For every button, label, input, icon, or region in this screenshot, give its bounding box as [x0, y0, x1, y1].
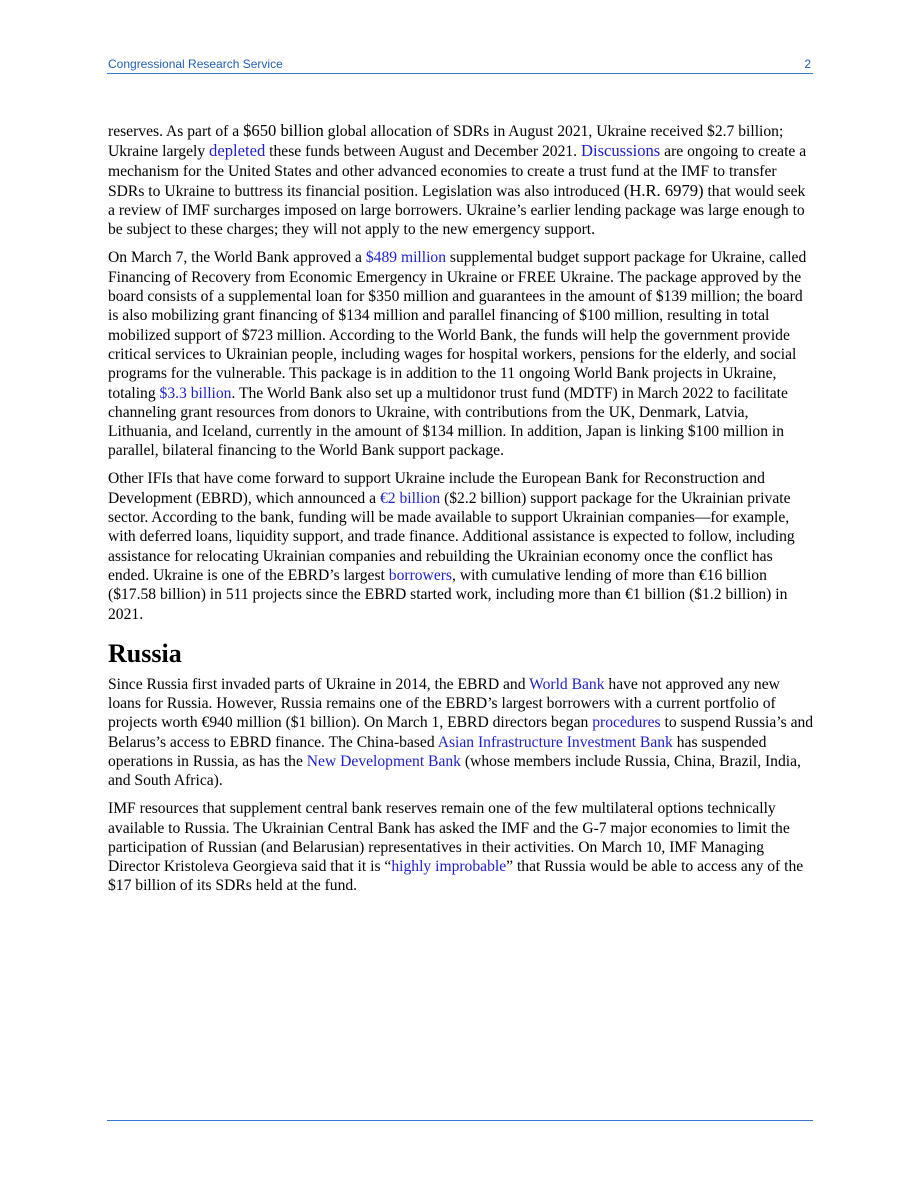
text: On March 7, the World Bank approved a [108, 249, 366, 267]
link-world-bank[interactable]: World Bank [529, 675, 605, 693]
link-2-billion-euro[interactable]: €2 billion [379, 489, 441, 507]
paragraph-imf-resources [108, 799, 814, 895]
text: IMF resources that supplement central bank reserves remain one of the few multilateral options technically available to Russia. The Ukrainian Central Bank has asked the IMF and the G-7 major economies to limit the participation of Russian (and Belarusian) representatives in their activities. On March 10, IMF Managing Director Kristoleva Georgieva said that it is “ [108, 800, 790, 876]
link-discussions[interactable]: Discussions [580, 141, 661, 161]
text: global allocation of SDRs in August 2021, Ukraine received $2.7 billion; Ukraine largely [108, 123, 784, 161]
text: reserves. As part of a [108, 123, 244, 140]
text: supplemental budget support package for Ukraine, called Financing of Recovery from Economic Emergency in Ukraine or FREE Ukraine. The package approved by the board consists of a supplemental loan for $350 million and guarantees in the amount of $139 million; the board is also mobilizing grant financing of $134 million and parallel financing of $100 million, resulting in total mobilized support of $723 million. According to the World Bank, the funds will help the government provide critical services to Ukrainian people, including wages for hospital workers, pensions for the elderly, and social programs for the vulnerable. This package is in addition to the 11 ongoing World Bank projects in Ukraine, totaling [108, 249, 807, 402]
link-procedures[interactable]: procedures [592, 714, 661, 732]
link-highly-improbable[interactable]: highly improbable [391, 858, 507, 876]
text: that would seek a review of IMF surcharges imposed on large borrowers. Ukraine’s earlier lending package was large enough to be subject to these charges; they will not apply to the new emergency support. [108, 182, 806, 239]
paragraph-russia-loans [108, 675, 814, 791]
link-borrowers[interactable]: borrowers [388, 566, 453, 584]
text: these funds between August and December 2021. [265, 143, 581, 161]
link-asian-infrastructure-investment-bank[interactable]: Asian Infrastructure Investment Bank [437, 733, 673, 751]
text: ” that Russia would be able to access any of the $17 billion of its SDRs held at the fund. [108, 858, 804, 895]
text: have not approved any new loans for Russia. However, Russia remains one of the EBRD’s largest borrowers with a current portfolio of projects worth €940 million ($1 billion). On March 1, EBRD directors began [108, 675, 780, 732]
link-3-3-billion[interactable]: $3.3 billion [159, 384, 232, 402]
paragraph-world-bank [108, 248, 814, 460]
text: are ongoing to create a mechanism for the United States and other advanced economies to create a trust fund at the IMF to transfer SDRs to Ukraine to buttress its financial position. Legislation was also introduced [108, 143, 807, 200]
section-heading-russia: Russia [108, 638, 182, 668]
text: (H.R. 6979) [623, 180, 704, 200]
text: , with cumulative lending of more than €16 billion ($17.58 billion) in 511 projects since the EBRD started work, including more than €1 billion ($1.2 billion) in 2021. [108, 566, 788, 623]
text: (whose members include Russia, China, Brazil, India, and South Africa). [108, 752, 801, 790]
page-header [107, 57, 813, 74]
header-organization: Congressional Research Service [108, 57, 283, 71]
document-body [108, 121, 814, 904]
footer-rule [107, 1120, 813, 1121]
text: Since Russia first invaded parts of Ukraine in 2014, the EBRD and [108, 675, 530, 693]
text: Other IFIs that have come forward to support Ukraine include the European Bank for Reconstruction and Development (EBRD), which announced a [108, 470, 765, 507]
text: to suspend Russia’s and Belarus’s access to EBRD finance. The China-based [108, 714, 814, 751]
paragraph-ukraine-sdr [108, 121, 814, 240]
link-depleted[interactable]: depleted [209, 141, 266, 161]
text: has suspended operations in Russia, as has the [108, 733, 767, 770]
text: . The World Bank also set up a multidonor trust fund (MDTF) in March 2022 to facilitate channeling grant resources from donors to Ukraine, with contributions from the UK, Denmark, Latvia, Lithuania, and Iceland, currently in the amount of $134 million. In addition, Japan is linking $100 million in parallel, bilateral financing to the World Bank support package. [108, 384, 788, 460]
text: $650 billion [243, 121, 324, 140]
text: ($2.2 billion) support package for the Ukrainian private sector. According to the bank, funding will be made available to support Ukrainian companies—for example, with deferred loans, liquidity support, and trade finance. Additional assistance is expected to follow, including assistance for relocating Ukrainian companies and rebuilding the Ukrainian economy once the conflict has ended. Ukraine is one of the EBRD’s largest [108, 489, 795, 584]
link-new-development-bank[interactable]: New Development Bank [306, 752, 461, 770]
header-page-number: 2 [804, 57, 811, 71]
link-489-million[interactable]: $489 million [365, 249, 446, 267]
paragraph-ebrd [108, 469, 814, 623]
